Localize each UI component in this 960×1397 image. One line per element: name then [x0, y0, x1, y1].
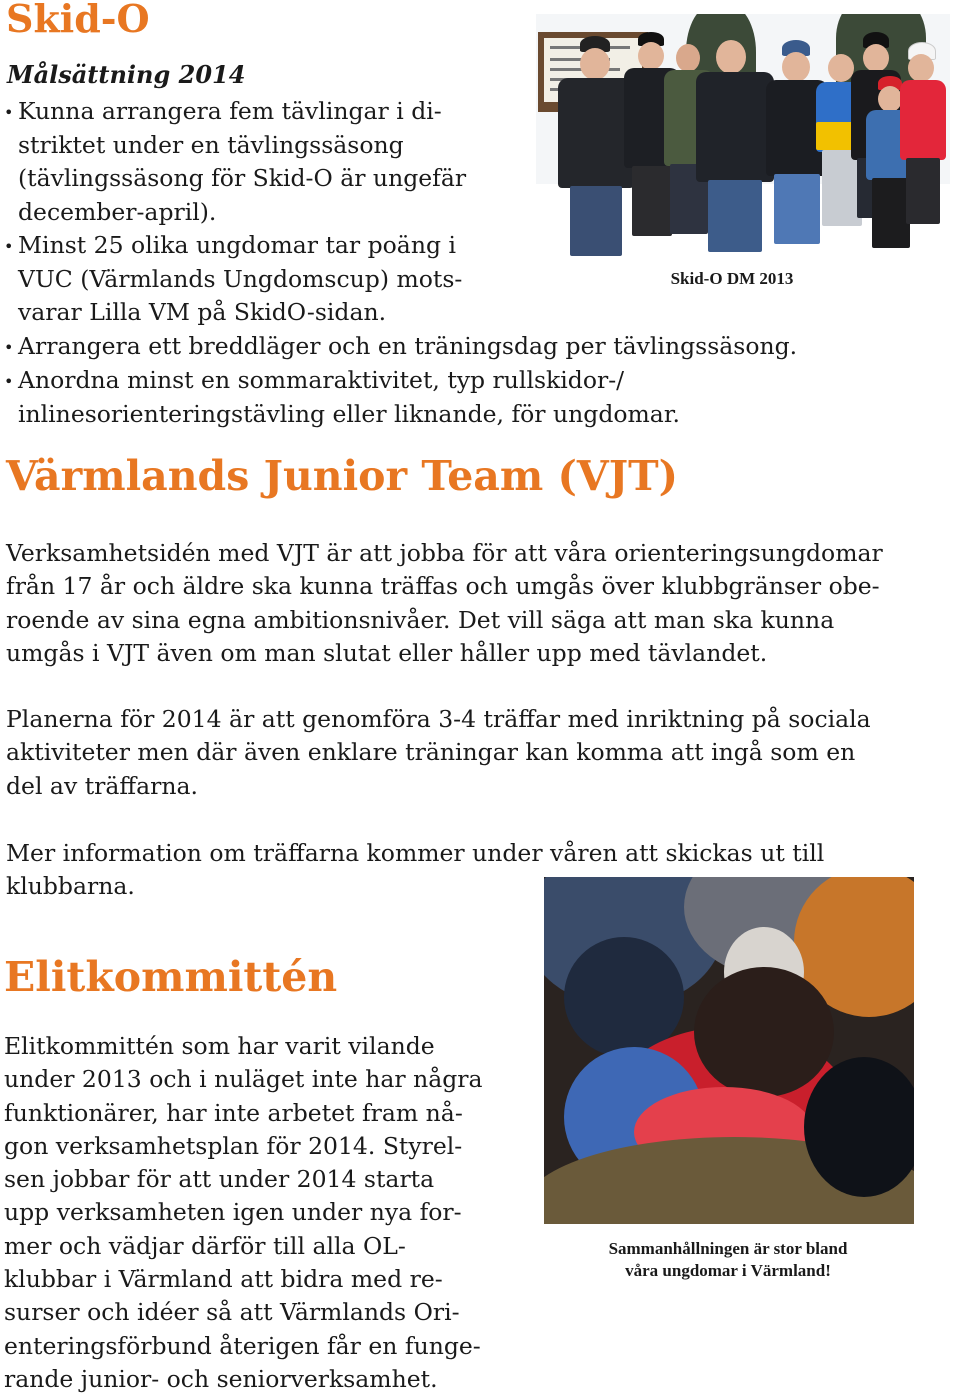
goals-heading: Målsättning 2014	[7, 60, 246, 89]
bullet-icon: •	[4, 337, 14, 357]
vjt-heading: Värmlands Junior Team (VJT)	[6, 452, 679, 500]
goal-item: • Minst 25 olika ungdomar tar poäng i VUC (Värmlands Ungdomscup) mots- varar Lilla VM på SkidO-sidan.	[4, 231, 463, 327]
vjt-paragraph-2: Planerna för 2014 är att genomföra 3-4 träffar med inriktning på sociala aktiviteter men där även enklare träningar kan komma att ingå som en del av träffarna.	[6, 705, 871, 800]
bullet-icon: •	[4, 102, 14, 122]
vjt-paragraph-3: Mer information om träffarna kommer under våren att skickas ut till klubbarna.	[6, 839, 825, 901]
elit-heading: Elitkommittén	[4, 953, 338, 1001]
bullet-icon: •	[4, 236, 14, 256]
goal-item: • Arrangera ett breddläger och en träningsdag per tävlingssäsong.	[4, 330, 944, 364]
skido-group-photo	[536, 14, 950, 270]
skido-heading: Skid-O	[6, 0, 150, 41]
elit-paragraph: Elitkommittén som har varit vilande under 2013 och i nuläget inte har några funktionärer, har inte arbetet fram nå- gon verksamhetsplan för 2014. Styrel- sen jobbar för att under 2014 starta upp verksamheten igen under nya for- mer och vädjar därför till alla OL- klubbar i Värmland att bidra med re- surser och idéer så att Värmlands Ori- enteringsförbund återigen får en funge- rande junior- och seniorverksamhet.	[4, 1032, 483, 1393]
hug-photo-caption: Sammanhållningen är stor bland våra ungdomar i Värmland!	[608, 1239, 848, 1280]
vjt-paragraph-1: Verksamhetsidén med VJT är att jobba för att våra orienteringsungdomar från 17 år och äldre ska kunna träffas och umgås över klubbgränser obe- roende av sina egna ambitionsnivåer. Det vill säga att man ska kunna umgås i VJT även om man slutat eller håller upp med tävlandet.	[6, 539, 883, 667]
skido-photo-caption: Skid-O DM 2013	[670, 269, 794, 288]
youth-hug-photo	[544, 877, 914, 1224]
bullet-icon: •	[4, 371, 14, 391]
goal-item: • Kunna arrangera fem tävlingar i di- striktet under en tävlingssäsong (tävlingssäsong för Skid-O är ungefär december-april).	[4, 97, 467, 226]
goal-item: • Anordna minst en sommaraktivitet, typ rullskidor-/ inlinesorienteringstävling eller liknande, för ungdomar.	[4, 365, 680, 429]
